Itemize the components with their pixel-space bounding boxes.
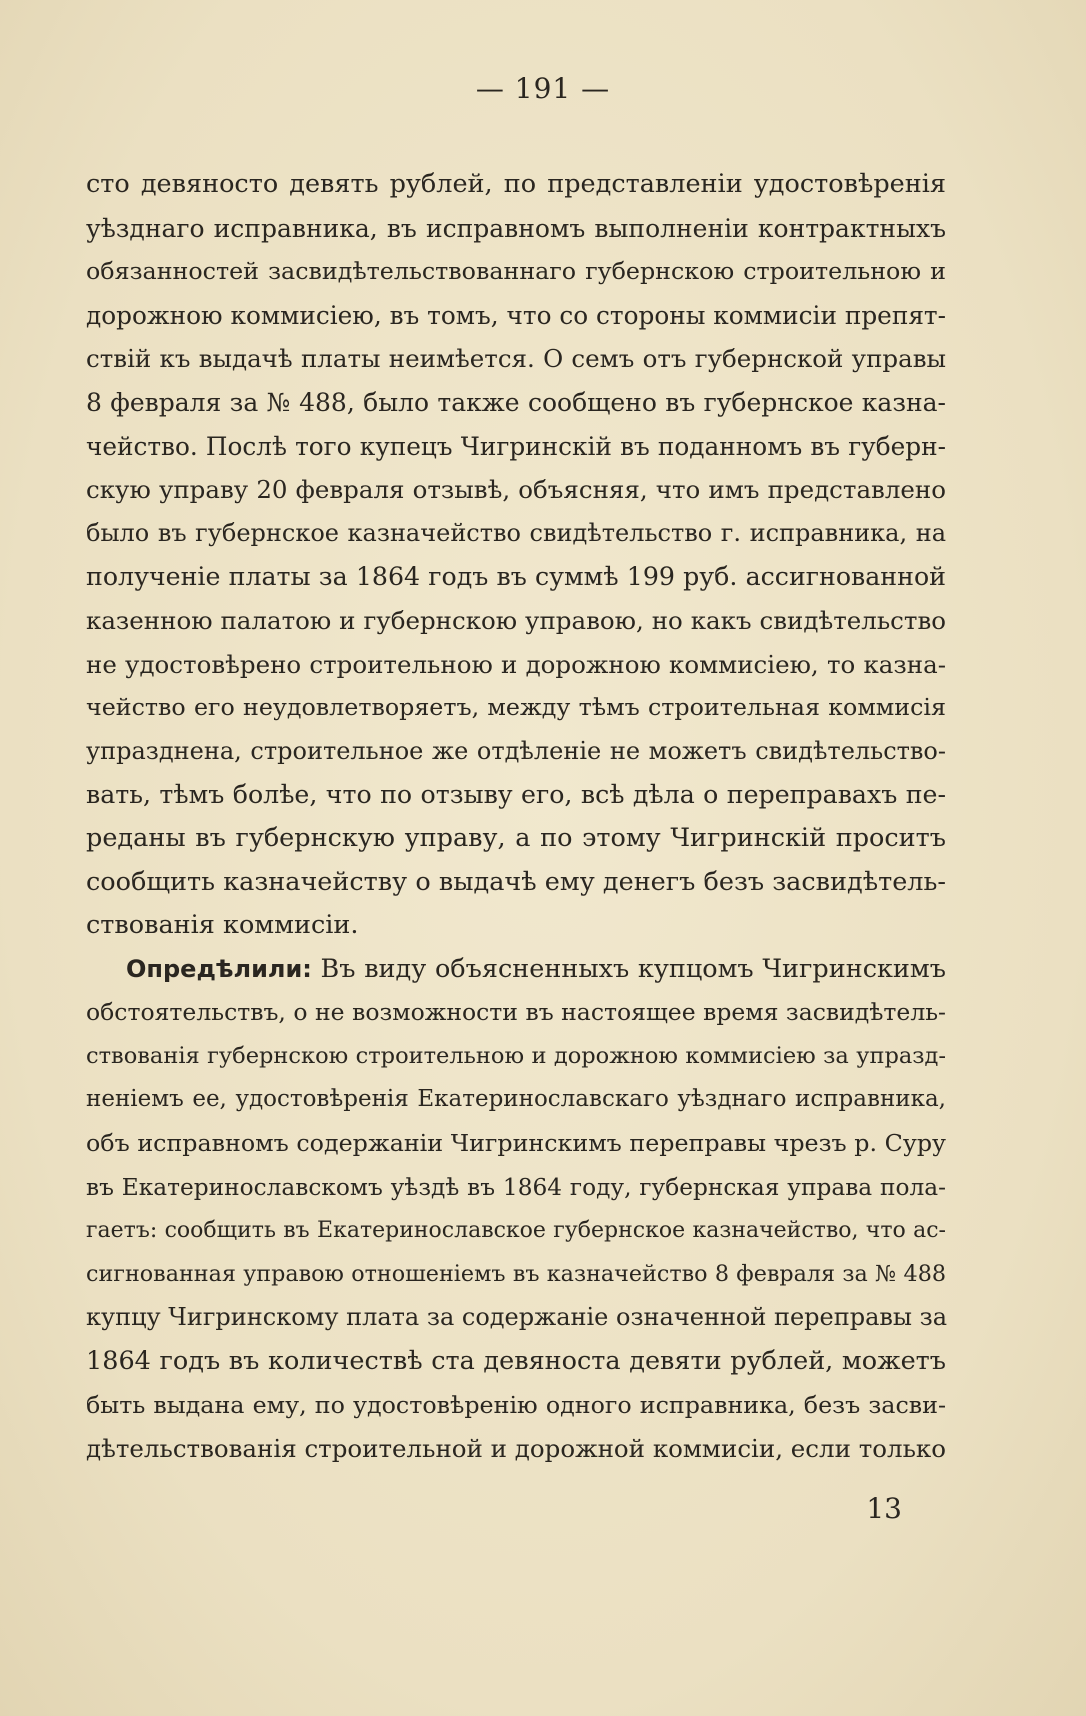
text-line: обязанностей засвидѣтельствованнаго губернскою строительною и bbox=[86, 257, 946, 286]
text-line: обстоятельствъ, о не возможности въ настоящее время засвидѣтель- bbox=[86, 998, 946, 1027]
text-line: реданы въ губернскую управу, а по этому Чигринскiй проситъ bbox=[86, 822, 946, 853]
text-line: ствованiя губернскою строительною и дорожною коммисiею за упразд- bbox=[86, 1042, 946, 1069]
text-line: чейство. Послѣ того купецъ Чигринскiй въ поданномъ въ губерн- bbox=[86, 431, 946, 461]
text-line: дорожною коммисiею, въ томъ, что со стороны коммисiи препят- bbox=[86, 300, 946, 330]
text-line: гаетъ: сообщить въ Екатеринославское губернское казначейство, что ас- bbox=[86, 1218, 946, 1244]
text-line: купцу Чигринскому плата за содержанiе означенной переправы за bbox=[86, 1303, 948, 1332]
text-line: сто девяносто девять рублей, по представленiи удостовѣренiя bbox=[86, 169, 946, 199]
text-line: скую управу 20 февраля отзывѣ, объясняя, что имъ представлено bbox=[86, 475, 946, 505]
signature-mark: 13 bbox=[866, 1492, 902, 1525]
resolution-heading: Опредѣлили: bbox=[126, 954, 312, 983]
text-line: сигнованная управою отношенiемъ въ казначейство 8 февраля за № 488 bbox=[86, 1260, 946, 1287]
paragraph-1 bbox=[86, 163, 946, 948]
text-line: 8 февраля за № 488, было также сообщено въ губернское казна- bbox=[86, 387, 946, 417]
body-text bbox=[86, 163, 946, 1471]
text-line: не удостовѣрено строительною и дорожною коммисiею, то казна- bbox=[86, 649, 946, 679]
text-line: уѣзднаго исправника, въ исправномъ выполненiи контрактныхъ bbox=[86, 213, 946, 243]
text-line: ствованiя коммисiи. bbox=[86, 910, 359, 941]
text-line: ненiемъ ее, удостовѣренiя Екатеринославскаго уѣзднаго исправника, bbox=[86, 1086, 946, 1113]
text-line: ствiй къ выдачѣ платы неимѣется. О семъ отъ губернской управы bbox=[86, 344, 946, 374]
text-fragment: Въ виду объясненныхъ купцомъ Чигринскимъ bbox=[311, 953, 946, 984]
text-line: чейство его неудовлетворяетъ, между тѣмъ строительная коммисiя bbox=[86, 693, 946, 722]
text-line: быть выдана ему, по удостовѣренiю одного исправника, безъ засви- bbox=[86, 1390, 946, 1419]
text-line: дѣтельствованiя строительной и дорожной коммисiи, если только bbox=[86, 1434, 946, 1464]
text-line: въ Екатеринославскомъ уѣздѣ въ 1864 году, губернская управа пола- bbox=[86, 1173, 946, 1201]
text-line: сообщить казначейству о выдачѣ ему денегъ безъ засвидѣтель- bbox=[86, 866, 946, 897]
paragraph-2 bbox=[86, 948, 946, 1471]
text-line: вать, тѣмъ болѣе, что по отзыву его, всѣ дѣла о переправахъ пе- bbox=[86, 780, 946, 810]
text-line-lead bbox=[86, 948, 946, 992]
text-line: 1864 годъ въ количествѣ ста девяноста девяти рублей, можетъ bbox=[86, 1346, 946, 1377]
text-line: было въ губернское казначейство свидѣтельство г. исправника, на bbox=[86, 518, 946, 547]
text-line: полученiе платы за 1864 годъ въ суммѣ 199 руб. ассигнованной bbox=[86, 562, 946, 592]
text-line: казенною палатою и губернскою управою, но какъ свидѣтельство bbox=[86, 605, 946, 635]
page-number: — 191 — bbox=[475, 72, 611, 105]
text-line: упразднена, строительное же отдѣленiе не можетъ свидѣтельство- bbox=[86, 736, 946, 765]
text-line: объ исправномъ содержанiи Чигринскимъ переправы чрезъ р. Суру bbox=[86, 1129, 946, 1158]
